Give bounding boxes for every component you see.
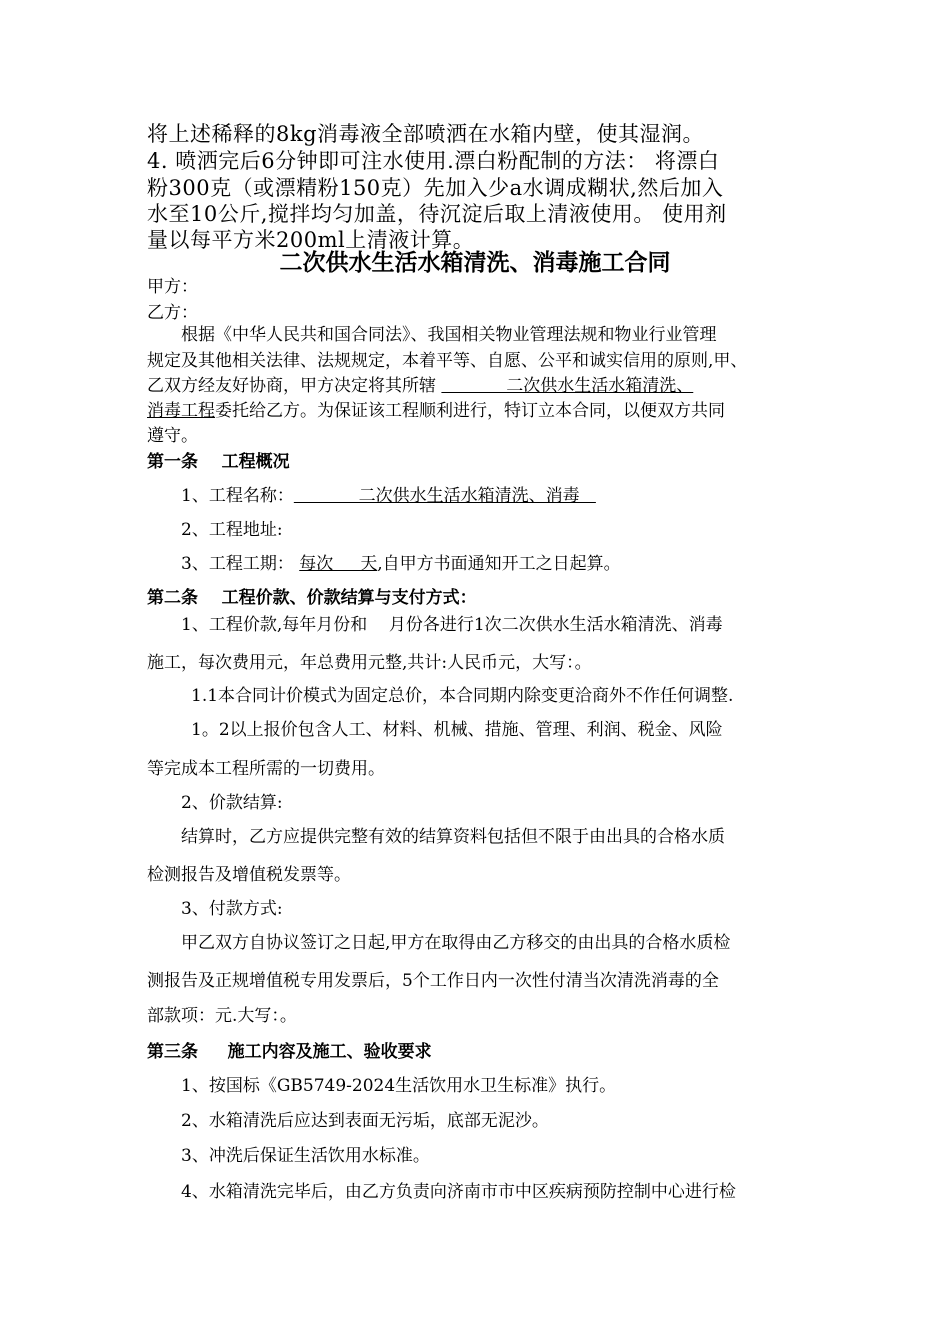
project-name-value: 二次供水生活水箱清洗、消毒 (293, 486, 596, 506)
preamble-line-3 (147, 375, 693, 397)
project-name-underlined: 二次供水生活水箱清洗、 (441, 376, 694, 396)
article-3-item-1: 1、按国标《GB5749-2024生活饮用水卫生标准》执行。 (181, 1076, 617, 1096)
intro-line-4: 水至10公斤,搅拌均匀加盖，待沉淀后取上清液使用。 使用剂 (147, 202, 727, 226)
article-3-heading: 第三条 施工内容及施工、验收要求 (147, 1042, 432, 1062)
article-1-item-3 (181, 553, 621, 575)
article-3-item-3: 3、冲洗后保证生活饮用水标准。 (181, 1146, 430, 1166)
article-3-item-2: 2、水箱清洗后应达到表面无污垢，底部无泥沙。 (181, 1111, 549, 1131)
duration-value: 每次 天 (299, 554, 378, 574)
article-2-para-1-2a: 1。2以上报价包含人工、材料、机械、措施、管理、利润、税金、风险 (191, 720, 723, 740)
preamble-line-4 (147, 400, 725, 422)
article-2-para-1a: 1、工程价款,每年月份和 月份各进行1次二次供水生活水箱清洗、消毒 (181, 615, 723, 635)
article-2-para-3: 3、付款方式: (181, 899, 283, 919)
preamble-line-3-text: 乙双方经友好协商，甲方决定将其所辖 (147, 376, 442, 396)
preamble-line-2: 规定及其他相关法律、法规规定，本着平等、自愿、公平和诚实信用的原则,甲、 (147, 351, 748, 371)
article-2-para-3c: 部款项：元.大写：。 (147, 1006, 297, 1026)
contract-title: 二次供水生活水箱清洗、消毒施工合同 (279, 250, 671, 276)
article-2-para-1-1: 1.1本合同计价模式为固定总价，本合同期内除变更洽商外不作任何调整. (191, 686, 734, 706)
duration-note: ,自甲方书面通知开工之日起算。 (377, 554, 621, 574)
duration-label: 3、工程工期： (181, 554, 300, 574)
project-name-label: 1、工程名称： (181, 486, 294, 506)
article-1-heading: 第一条 工程概况 (147, 452, 290, 472)
article-2-para-2a: 结算时，乙方应提供完整有效的结算资料包括但不限于由出具的合格水质 (181, 827, 725, 847)
article-2-para-1b: 施工，每次费用元，年总费用元整,共计:人民币元，大写：。 (147, 653, 592, 673)
intro-line-1: 将上述稀释的8kg消毒液全部喷洒在水箱内壁，使其湿润。 (147, 122, 705, 146)
intro-line-5: 量以每平方米200ml上清液计算。 (147, 228, 475, 252)
article-2-para-1-2b: 等完成本工程所需的一切费用。 (147, 759, 385, 779)
article-2-para-2: 2、价款结算: (181, 793, 283, 813)
intro-line-3: 粉300克（或漂精粉150克）先加入少a水调成糊状,然后加入 (147, 176, 724, 200)
preamble-line-4-text: 委托给乙方。为保证该工程顺利进行，特订立本合同，以便双方共同 (215, 401, 725, 421)
article-2-para-2b: 检测报告及增值税发票等。 (147, 865, 351, 885)
article-2-para-3b: 测报告及正规增值税专用发票后，5个工作日内一次性付清当次清洗消毒的全 (147, 971, 719, 991)
article-2-heading: 第二条 工程价款、价款结算与支付方式： (147, 588, 477, 608)
party-a: 甲方： (147, 277, 198, 297)
preamble-line-5: 遵守。 (147, 426, 198, 446)
article-2-para-3a: 甲乙双方自协议签订之日起,甲方在取得由乙方移交的由出具的合格水质检 (181, 933, 731, 953)
article-1-item-1 (181, 485, 596, 507)
intro-line-2: 4. 喷洒完后6分钟即可注水使用.漂白粉配制的方法： 将漂白 (147, 149, 720, 173)
party-b: 乙方： (147, 303, 198, 323)
project-name-underlined-cont: 消毒工程 (147, 401, 215, 421)
article-3-item-4: 4、水箱清洗完毕后，由乙方负责向济南市市中区疾病预防控制中心进行检 (181, 1182, 736, 1202)
article-1-item-2: 2、工程地址: (181, 520, 283, 540)
preamble-line-1: 根据《中华人民共和国合同法》、我国相关物业管理法规和物业行业管理 (181, 325, 717, 345)
